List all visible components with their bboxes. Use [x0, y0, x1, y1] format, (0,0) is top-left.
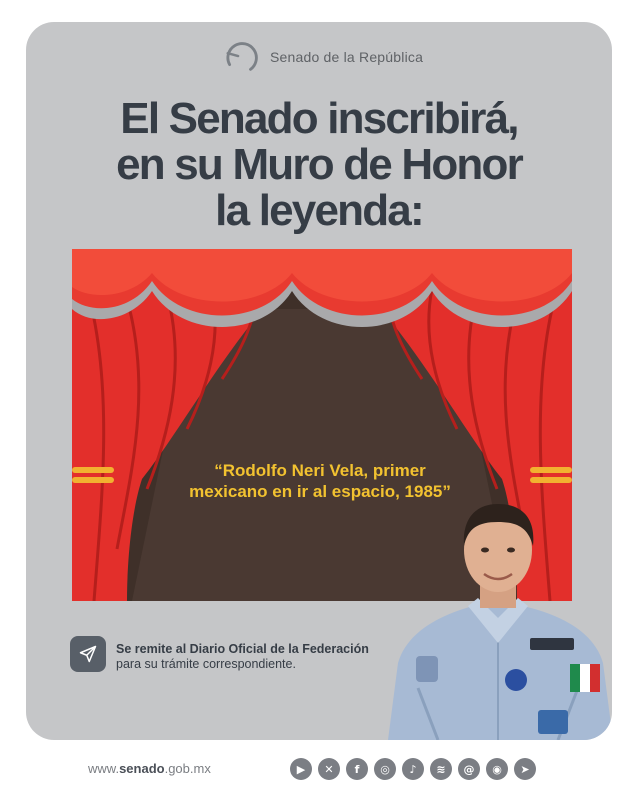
telegram-icon[interactable]: ➤ [514, 758, 536, 780]
podcast-icon[interactable]: ◉ [486, 758, 508, 780]
headline-line-1: El Senado inscribirá, [120, 94, 518, 143]
youtube-icon[interactable]: ▶ [290, 758, 312, 780]
dof-notice-line-2: para su trámite correspondiente. [116, 657, 296, 671]
url-domain: senado [119, 761, 165, 776]
org-name: Senado de la República [270, 49, 424, 65]
tiktok-icon[interactable]: ♪ [402, 758, 424, 780]
website-url[interactable] [88, 761, 211, 776]
send-icon [70, 636, 106, 672]
threads-icon[interactable]: @ [458, 758, 480, 780]
x-icon[interactable]: ✕ [318, 758, 340, 780]
senado-logo [222, 38, 423, 76]
dof-notice-line-1: Se remite al Diario Oficial de la Federación [116, 642, 369, 656]
poster-card [26, 22, 612, 740]
facebook-icon[interactable]: f [346, 758, 368, 780]
quote-line-1: “Rodolfo Neri Vela, primer [214, 461, 426, 480]
social-icons [290, 758, 536, 780]
instagram-icon[interactable]: ◎ [374, 758, 396, 780]
dof-notice [116, 642, 369, 672]
url-prefix: www. [88, 761, 120, 776]
headline-line-2: en su Muro de Honor [116, 140, 522, 189]
senado-emblem-icon [222, 38, 260, 76]
spotify-icon[interactable]: ≋ [430, 758, 452, 780]
quote-line-2: mexicano en ir al espacio, 1985” [189, 482, 451, 501]
headline [26, 96, 612, 234]
headline-line-3: la leyenda: [215, 186, 423, 235]
astronaut-portrait [378, 488, 612, 740]
url-suffix: .gob.mx [164, 761, 211, 776]
